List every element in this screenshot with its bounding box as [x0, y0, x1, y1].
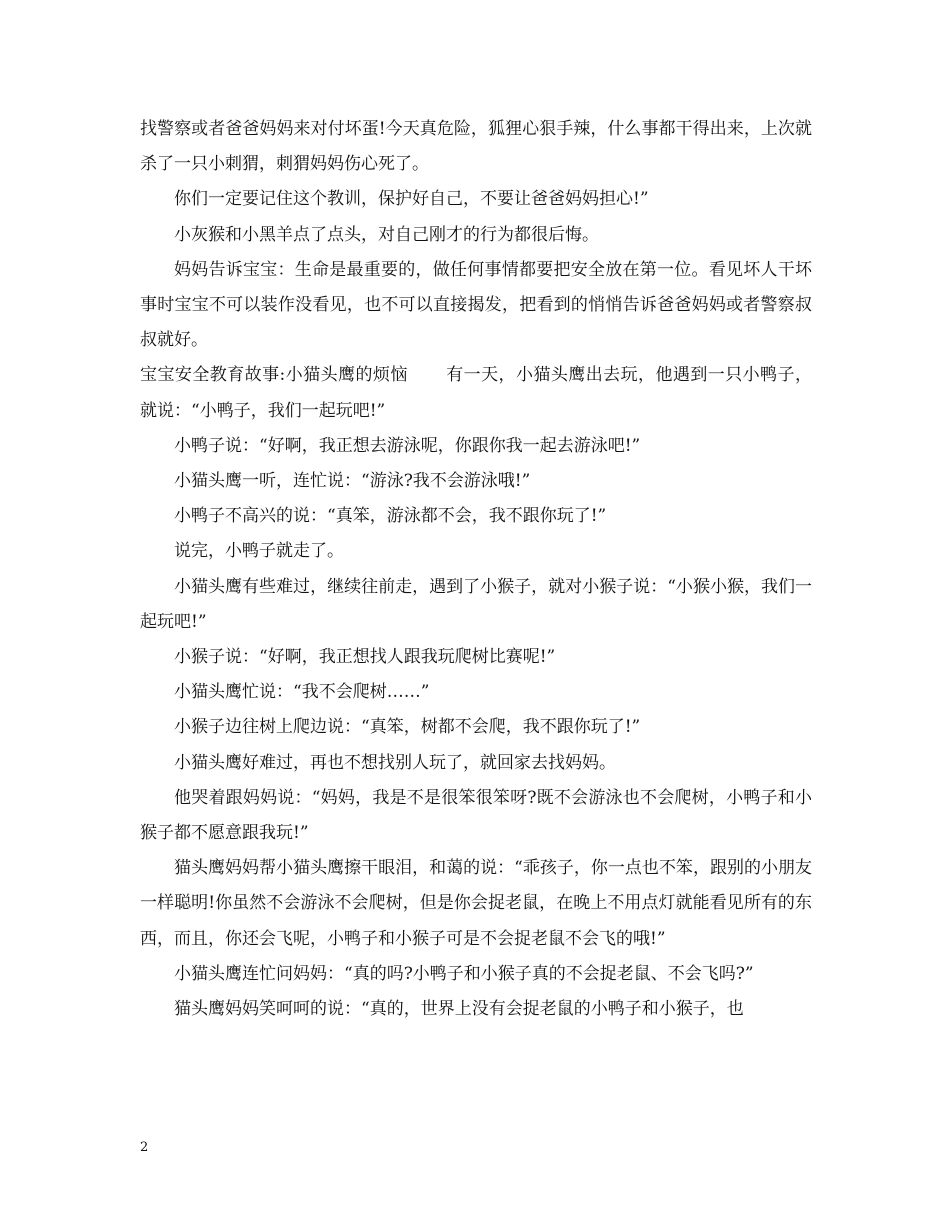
story-first-line: 有一天，小猫头鹰出去玩，他遇到一只小鸭子，就说：“小鸭子，我们一起玩吧!”: [140, 365, 812, 421]
document-body: [140, 112, 812, 1027]
story-paragraph-9: 小猫头鹰好难过，再也不想找别人玩了，就回家去找妈妈。: [174, 752, 616, 773]
paragraph-3: 小灰猴和小黑羊点了点头，对自己刚才的行为都很后悔。: [174, 224, 599, 245]
story-paragraph-6: 小猴子说：“好啊，我正想找人跟我玩爬树比赛呢!”: [174, 647, 556, 668]
paragraph-1: 找警察或者爸爸妈妈来对付坏蛋!今天真危险，狐狸心狠手辣，什么事都干得出来，上次就杀了一只小刺猬，刺猬妈妈伤心死了。: [140, 119, 812, 175]
paragraph-4: 妈妈告诉宝宝：生命是最重要的，做任何事情都要把安全放在第一位。看见坏人干坏事时宝宝不可以装作没看见，也不可以直接揭发，把看到的悄悄告诉爸爸妈妈或者警察叔叔就好。: [140, 259, 812, 351]
story-paragraph-12: 小猫头鹰连忙问妈妈：“真的吗?小鸭子和小猴子真的不会捉老鼠、不会飞吗?”: [174, 963, 754, 984]
story-heading-paragraph: [140, 358, 812, 428]
story-paragraph-11: 猫头鹰妈妈帮小猫头鹰擦干眼泪，和蔼的说：“乖孩子，你一点也不笨，跟别的小朋友一样聪明!你虽然不会游泳不会爬树，但是你会捉老鼠，在晚上不用点灯就能看见所有的东西，而且，你还会飞呢，小鸭子和小猴子可是不会捉老鼠不会飞的哦!”: [140, 858, 812, 949]
story-paragraph-1: 小鸭子说：“好啊，我正想去游泳呢，你跟你我一起去游泳吧!”: [174, 435, 641, 456]
story-paragraph-13: 猫头鹰妈妈笑呵呵的说：“真的，世界上没有会捉老鼠的小鸭子和小猴子，也: [174, 999, 744, 1020]
story-title: 宝宝安全教育故事:小猫头鹰的烦恼: [140, 365, 408, 386]
story-paragraph-5: 小猫头鹰有些难过，继续往前走，遇到了小猴子，就对小猴子说：“小猴小猴，我们一起玩吧!”: [140, 576, 812, 632]
story-paragraph-8: 小猴子边往树上爬边说：“真笨，树都不会爬，我不跟你玩了!”: [174, 717, 641, 738]
story-paragraph-7: 小猫头鹰忙说：“我不会爬树……”: [174, 682, 430, 703]
paragraph-2: 你们一定要记住这个教训，保护好自己，不要让爸爸妈妈担心!”: [174, 189, 649, 210]
page-number: 2: [140, 1140, 149, 1155]
story-paragraph-10: 他哭着跟妈妈说：“妈妈，我是不是很笨很笨呀?既不会游泳也不会爬树，小鸭子和小猴子都不愿意跟我玩!”: [140, 787, 812, 844]
story-paragraph-3: 小鸭子不高兴的说：“真笨，游泳都不会，我不跟你玩了!”: [174, 506, 607, 527]
story-paragraph-4: 说完，小鸭子就走了。: [174, 541, 344, 562]
story-paragraph-2: 小猫头鹰一听，连忙说：“游泳?我不会游泳哦!”: [174, 471, 531, 492]
